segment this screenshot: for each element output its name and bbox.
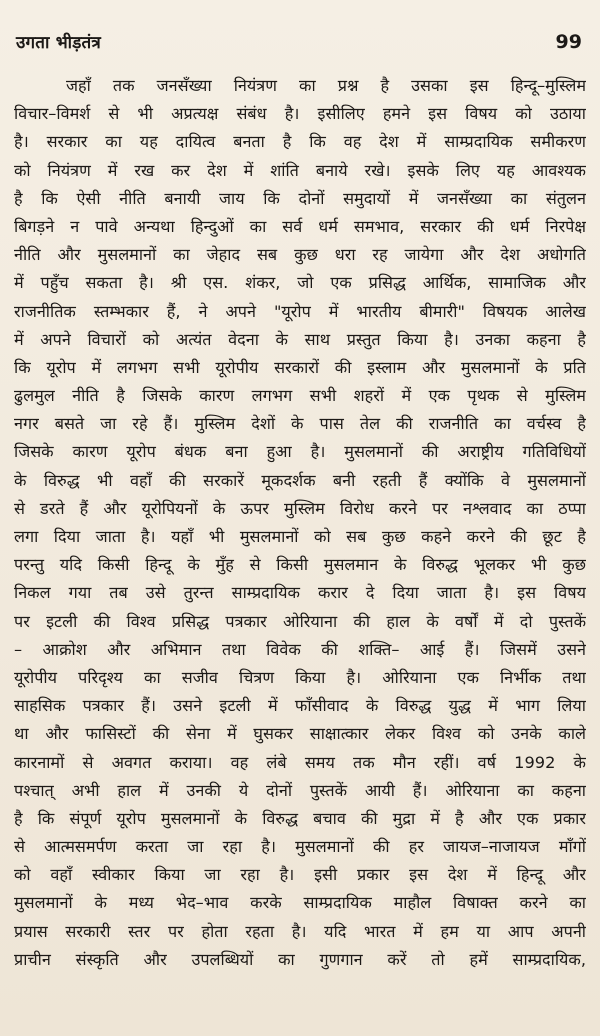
text-line: के विरुद्ध भी वहाँ की सरकारें मूकदर्शक बनी रहती हैं क्योंकि वे मुसलमानों (14, 470, 586, 490)
text-line: विचार–विमर्श से भी अप्रत्यक्ष संबंध है। इसीलिए हमने इस विषय को उठाया (14, 104, 586, 124)
text-line: ढुलमुल नीति है जिसके कारण लगभग सभी शहरों में एक पृथक से मुस्लिम (14, 386, 586, 406)
text-line: है कि संपूर्ण यूरोप मुसलमानों के विरुद्ध बचाव की मुद्रा में है और एक प्रकार (14, 808, 586, 828)
text-line: प्रयास सरकारी स्तर पर होता रहता है। यदि भारत में हम या आप अपनी (14, 921, 586, 941)
text-line: में अपने विचारों को अत्यंत वेदना के साथ प्रस्तुत किया है। उनका कहना है (14, 329, 586, 349)
text-line: से डरते हैं और यूरोपियनों के ऊपर मुस्लिम विरोध करने पर नश्लवाद का ठप्पा (14, 498, 586, 518)
page-number: 99 (555, 31, 582, 53)
page-header (14, 30, 586, 70)
text-line: में पहुँच सकता है। श्री एस. शंकर, जो एक प्रसिद्ध आर्थिक, सामाजिक और (14, 273, 586, 293)
text-line: पर इटली की विश्व प्रसिद्ध पत्रकार ओरियाना की हाल के वर्षों में दो पुस्तकें (14, 611, 586, 631)
text-line: से आत्मसमर्पण करता जा रहा है। मुसलमानों की हर जायज–नाजायज माँगों (14, 837, 586, 857)
text-line: को नियंत्रण में रख कर देश में शांति बनाये रखे। इसके लिए यह आवश्यक (14, 160, 586, 180)
text-line: – आक्रोश और अभिमान तथा विवेक की शक्ति– आई हैं। जिसमें उसने (14, 639, 586, 659)
text-line: जहाँ तक जनसँख्या नियंत्रण का प्रश्न है उसका इस हिन्दू–मुस्लिम (66, 76, 586, 95)
text-line: निकल गया तब उसे तुरन्त साम्प्रदायिक करार दे दिया जाता है। इस विषय (14, 583, 586, 603)
text-line: प्राचीन संस्कृति और उपलब्धियों का गुणगान करें तो हमें साम्प्रदायिक, (14, 949, 586, 969)
text-line: लगा दिया जाता है। यहाँ भी मुसलमानों को सब कुछ कहने करने की छूट है (14, 527, 586, 546)
text-line: जिसके कारण यूरोप बंधक बना हुआ है। मुसलमानों की अराष्ट्रीय गतिविधियों (14, 442, 586, 462)
text-line: परन्तु यदि किसी हिन्दू के मुँह से किसी मुसलमान के विरुद्ध भूलकर भी कुछ (14, 555, 586, 575)
paragraph (14, 72, 586, 974)
text-line: था और फासिस्टों की सेना में घुसकर साक्षात्कार लेकर विश्व को उनके काले (14, 724, 586, 744)
text-line: यूरोपीय परिदृश्य का सजीव चित्रण किया है। ओरियाना एक निर्भीक तथा (14, 667, 586, 687)
text-line: नगर बसते जा रहे हैं। मुस्लिम देशों के पास तेल की राजनीति का वर्चस्व है (14, 414, 586, 434)
text-line: राजनीतिक स्तम्भकार हैं, ने अपने "यूरोप में भारतीय बीमारी" विषयक आलेख (14, 301, 586, 321)
text-line: मुसलमानों के मध्य भेद–भाव करके साम्प्रदायिक माहौल विषाक्त करने का (14, 893, 586, 913)
text-line: है। सरकार का यह दायित्व बनता है कि वह देश में साम्प्रदायिक समीकरण (14, 132, 586, 152)
text-line: नीति और मुसलमानों का जेहाद सब कुछ धरा रह जायेगा और देश अधोगति (14, 245, 586, 265)
text-line: कारनामों से अवगत कराया। वह लंबे समय तक मौन रहीं। वर्ष 1992 के (14, 752, 586, 772)
running-title: उगता भीड़तंत्र (16, 33, 102, 53)
text-line: है कि ऐसी नीति बनायी जाय कि दोनों समुदायों में जनसँख्या का संतुलन (14, 188, 586, 208)
text-line: बिगड़ने न पावे अन्यथा हिन्दुओं का सर्व धर्म समभाव, सरकार की धर्म निरपेक्ष (14, 216, 586, 236)
text-line: को वहाँ स्वीकार किया जा रहा है। इसी प्रकार इस देश में हिन्दू और (14, 865, 586, 885)
text-line: साहसिक पत्रकार हैं। उसने इटली में फाँसीवाद के विरुद्ध युद्ध में भाग लिया (14, 696, 586, 716)
text-line: कि यूरोप में लगभग सभी यूरोपीय सरकारों की इस्लाम और मुसलमानों के प्रति (14, 357, 586, 377)
text-line: पश्चात् अभी हाल में उनकी ये दोनों पुस्तकें आयी हैं। ओरियाना का कहना (14, 780, 586, 800)
